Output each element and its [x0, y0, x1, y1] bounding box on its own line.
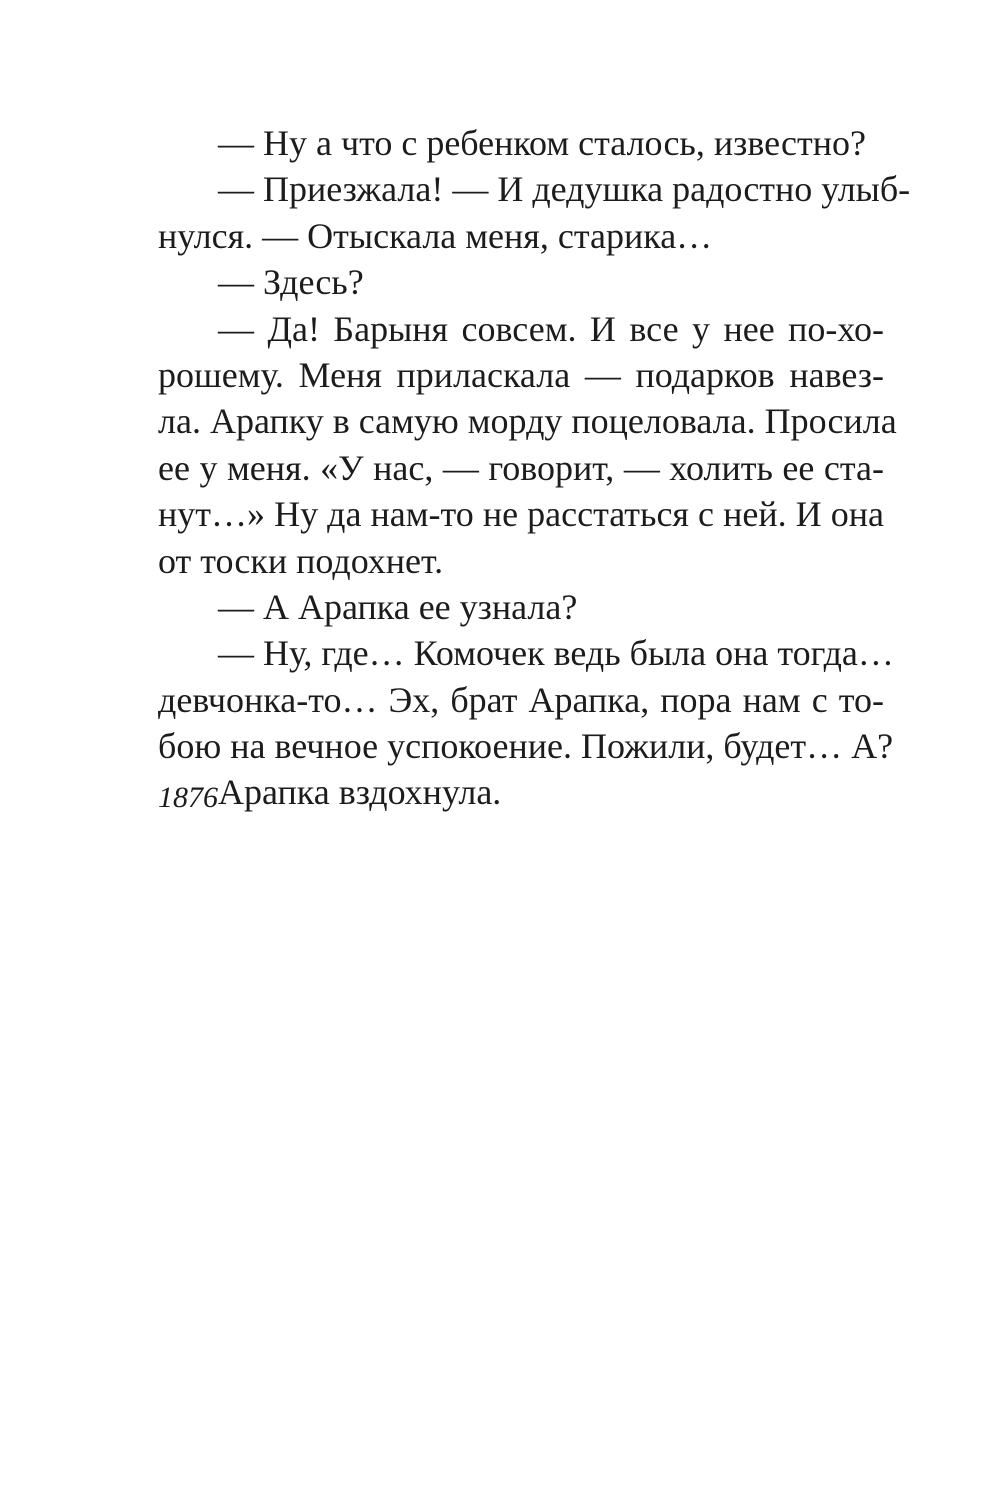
date-line: 1876 — [158, 781, 218, 814]
text-line-kissed: ла. Арапку в самую морду поцеловала. Просила — [158, 401, 897, 442]
text-line-sighed: Арапка вздохнула. — [218, 772, 502, 813]
story-text — [158, 120, 911, 816]
text-line-here: — Здесь? — [218, 262, 364, 303]
text-line-rest: бою на вечное успокоение. Пожили, будет… А? — [158, 726, 894, 767]
text-line-grief: от тоски подохнет. — [158, 540, 444, 581]
text-line-not-part: нут…» Ну да нам-то не расстаться с ней. И она — [158, 494, 884, 535]
text-line-recognized: — А Арапка ее узнала? — [218, 586, 578, 627]
text-line-question-child: — Ну а что с ребенком сталось, известно? — [218, 123, 866, 163]
text-line-found-me: нулся. — Отыскала меня, старика… — [158, 215, 713, 256]
text-line-asked: ее у меня. «У нас, — говорит, — холить ее ста- — [158, 447, 884, 488]
text-line-gifts: рошему. Меня приласкала — подарков навез- — [158, 354, 884, 395]
text-line-lump: — Ну, где… Комочек ведь была она тогда… — [218, 633, 894, 674]
text-line-arrived: — Приезжала! — И дедушка радостно улыб- — [218, 169, 911, 210]
text-line-lady: — Да! Барыня совсем. И все у нее по-хо- — [218, 308, 884, 349]
text-line-brother: девчонка-то… Эх, брат Арапка, пора нам с то- — [158, 679, 884, 720]
